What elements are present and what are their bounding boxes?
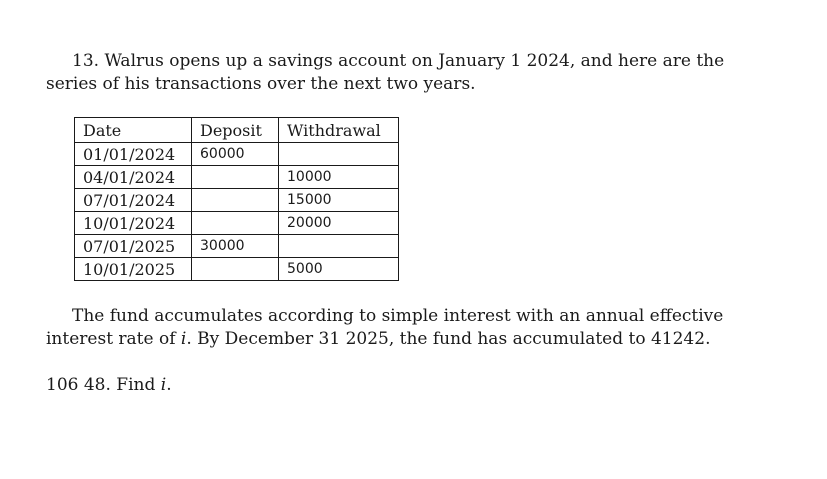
transactions-table [74, 117, 399, 281]
cell-date: 01/01/2024 [75, 143, 192, 166]
table-row [75, 189, 399, 212]
cell-deposit [192, 258, 279, 281]
cell-withdrawal: 5000 [279, 258, 399, 281]
cell-withdrawal [279, 235, 399, 258]
cell-withdrawal: 20000 [279, 212, 399, 235]
cell-date: 07/01/2025 [75, 235, 192, 258]
cell-deposit [192, 166, 279, 189]
cell-withdrawal: 10000 [279, 166, 399, 189]
header-deposit: Deposit [192, 118, 279, 143]
problem-question [46, 374, 726, 397]
table-row [75, 143, 399, 166]
cell-date: 10/01/2025 [75, 258, 192, 281]
cell-deposit: 60000 [192, 143, 279, 166]
question-variable: i [160, 375, 167, 395]
cell-date: 10/01/2024 [75, 212, 192, 235]
table-row [75, 166, 399, 189]
cell-deposit [192, 212, 279, 235]
cell-date: 07/01/2024 [75, 189, 192, 212]
table-header-row [75, 118, 399, 143]
cell-deposit: 30000 [192, 235, 279, 258]
table-row [75, 235, 399, 258]
cell-withdrawal [279, 143, 399, 166]
problem-intro [46, 50, 726, 96]
problem-body-text: The fund accumulates according to simple interest with an annual effective interest rate of [46, 306, 724, 349]
table-row [75, 212, 399, 235]
cell-date: 04/01/2024 [75, 166, 192, 189]
header-withdrawal: Withdrawal [279, 118, 399, 143]
cell-deposit [192, 189, 279, 212]
interest-variable: i [180, 329, 187, 349]
question-suffix: . [166, 375, 172, 395]
problem-body-tail: . By December 31 2025, the fund has accumulated to 41242. [186, 329, 711, 349]
table-row [75, 258, 399, 281]
problem-body [46, 305, 726, 351]
header-date: Date [75, 118, 192, 143]
problem-intro-text: 13. Walrus opens up a savings account on January 1 2024, and here are the series of his transactions over the next two years. [46, 51, 725, 94]
cell-withdrawal: 15000 [279, 189, 399, 212]
question-prefix: 106 48. Find [46, 375, 161, 395]
